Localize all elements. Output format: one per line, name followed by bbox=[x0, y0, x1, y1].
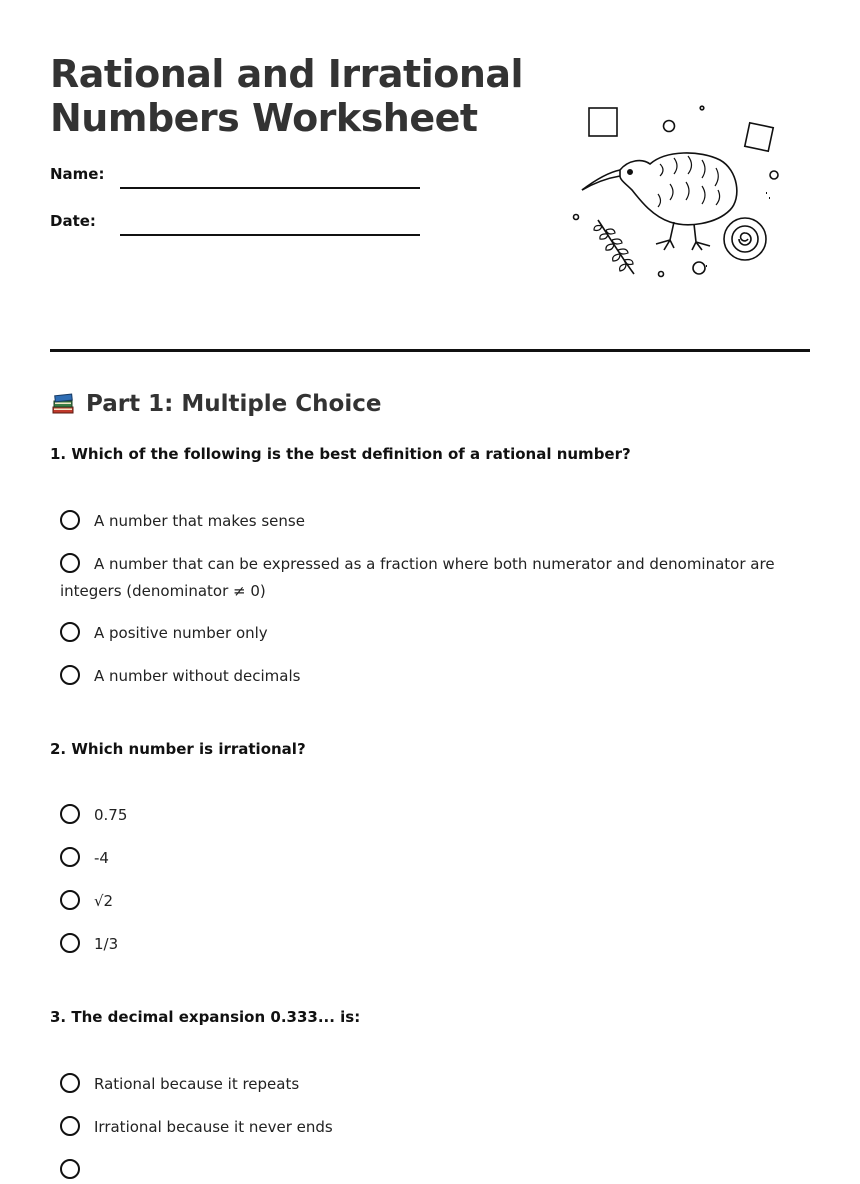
question-2-option-2[interactable] bbox=[60, 845, 810, 872]
question-3-text: 3. The decimal expansion 0.333... is: bbox=[50, 1008, 361, 1026]
question-1-option-2[interactable] bbox=[60, 551, 810, 605]
radio-button[interactable] bbox=[60, 665, 80, 685]
radio-button[interactable] bbox=[60, 804, 80, 824]
section-heading-text: Part 1: Multiple Choice bbox=[86, 391, 382, 417]
date-field-line[interactable] bbox=[120, 234, 420, 236]
radio-button[interactable] bbox=[60, 933, 80, 953]
fern-stem bbox=[598, 220, 634, 274]
kiwi-leg-right bbox=[692, 224, 710, 250]
question-1-option-3[interactable] bbox=[60, 620, 810, 647]
option-label: Rational because it repeats bbox=[94, 1075, 300, 1093]
kiwi-leg-left bbox=[656, 222, 674, 250]
option-label: 1/3 bbox=[94, 935, 119, 953]
option-label: -4 bbox=[94, 849, 109, 867]
option-label: A number without decimals bbox=[94, 667, 301, 685]
question-2-option-1[interactable] bbox=[60, 802, 810, 829]
radio-button[interactable] bbox=[60, 847, 80, 867]
books-icon bbox=[50, 391, 76, 417]
kiwi-eye bbox=[628, 170, 632, 174]
section-heading bbox=[50, 388, 381, 420]
name-field-line[interactable] bbox=[120, 187, 420, 189]
option-label: A number that makes sense bbox=[94, 512, 305, 530]
square-doodle-tilted bbox=[745, 123, 773, 151]
name-label: Name: bbox=[50, 165, 105, 183]
question-3-option-3-partial[interactable] bbox=[60, 1157, 810, 1184]
question-2-option-3[interactable] bbox=[60, 888, 810, 915]
option-label: 0.75 bbox=[94, 806, 128, 824]
option-label: √2 bbox=[94, 892, 114, 910]
radio-button[interactable] bbox=[60, 1073, 80, 1093]
option-label: Irrational because it never ends bbox=[94, 1118, 333, 1136]
option-label: A number that can be expressed as a fraction where both numerator and denominator are integers (denominator ≠ 0) bbox=[60, 555, 775, 600]
radio-button[interactable] bbox=[60, 1116, 80, 1136]
option-label: A positive number only bbox=[94, 624, 268, 642]
radio-button[interactable] bbox=[60, 1159, 80, 1179]
spiral-doodle bbox=[724, 218, 766, 260]
kiwi-bird-illustration bbox=[570, 98, 790, 283]
radio-button[interactable] bbox=[60, 890, 80, 910]
title-line-2: Numbers Worksheet bbox=[50, 96, 478, 140]
circle-doodle bbox=[664, 121, 675, 132]
question-1-option-1[interactable] bbox=[60, 508, 810, 535]
question-3-option-1[interactable] bbox=[60, 1071, 810, 1098]
title-line-1: Rational and Irrational bbox=[50, 52, 524, 96]
radio-button[interactable] bbox=[60, 510, 80, 530]
question-1-option-4[interactable] bbox=[60, 663, 810, 690]
radio-button[interactable] bbox=[60, 553, 80, 573]
date-label: Date: bbox=[50, 212, 96, 230]
square-doodle bbox=[589, 108, 617, 136]
question-3-option-2[interactable] bbox=[60, 1114, 810, 1141]
question-2-option-4[interactable] bbox=[60, 931, 810, 958]
section-divider bbox=[50, 349, 810, 352]
question-2-text: 2. Which number is irrational? bbox=[50, 740, 306, 758]
worksheet-title bbox=[50, 52, 523, 140]
kiwi-body bbox=[620, 153, 737, 225]
radio-button[interactable] bbox=[60, 622, 80, 642]
question-1-text: 1. Which of the following is the best definition of a rational number? bbox=[50, 445, 631, 463]
